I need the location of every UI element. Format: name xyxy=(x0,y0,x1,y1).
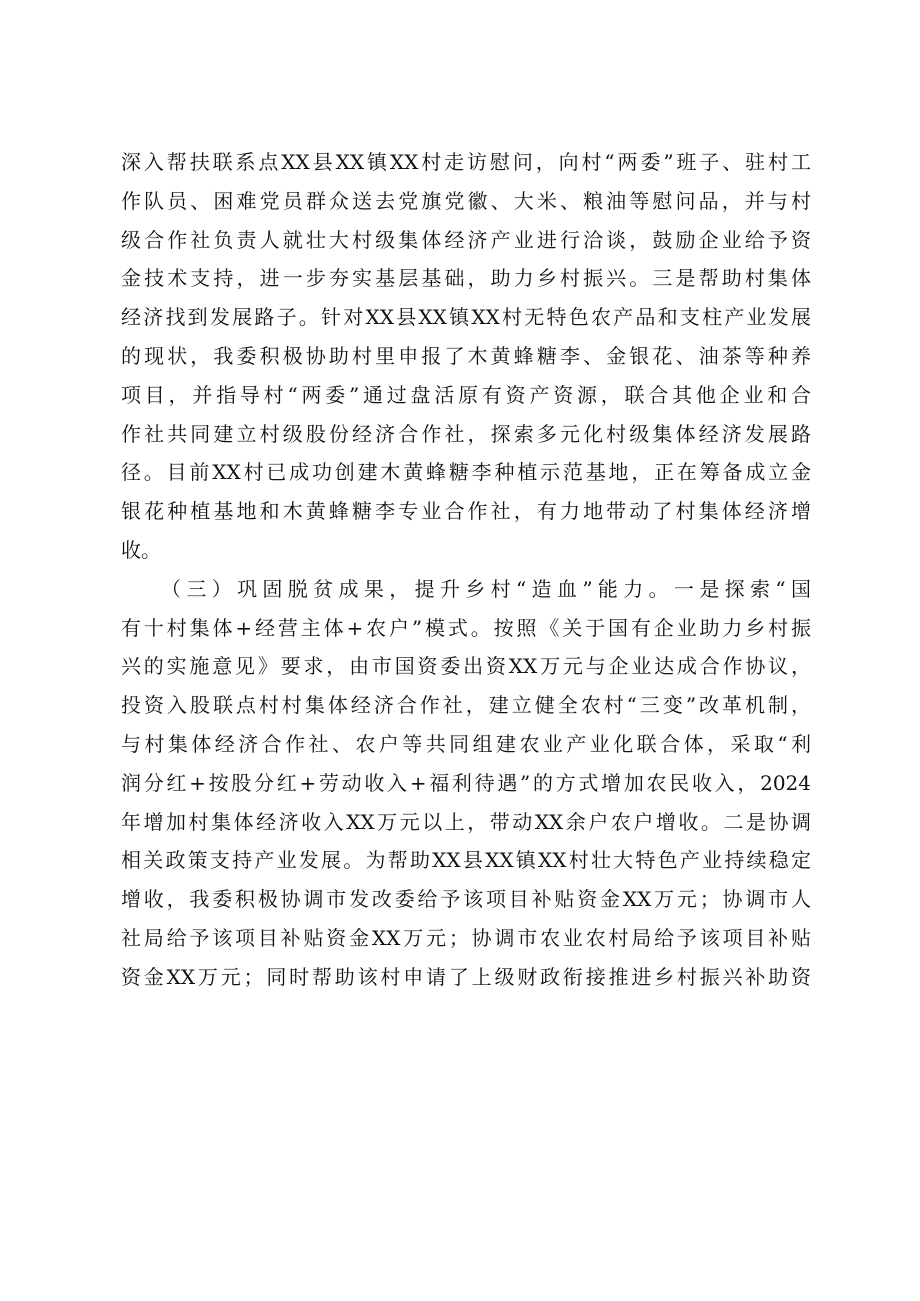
text-line: 经济找到发展路子。针对XX县XX镇XX村无特色农产品和支柱产业发展 xyxy=(121,305,811,330)
text-line: 有十村集体+经营主体+农户”模式。按照《关于国有企业助力乡村振 xyxy=(121,615,811,640)
text-line: 年增加村集体经济收入XX万元以上，带动XX余户农户增收。二是协调 xyxy=(121,809,811,834)
text-line: （三）巩固脱贫成果，提升乡村“造血”能力。一是探索“国 xyxy=(161,576,811,601)
text-line: 深入帮扶联系点XX县XX镇XX村走访慰问，向村“两委”班子、驻村工 xyxy=(121,150,811,174)
text-line: 级合作社负责人就壮大村级集体经济产业进行洽谈，鼓励企业给予资 xyxy=(121,227,811,252)
text-line: 金技术支持，进一步夯实基层基础，助力乡村振兴。三是帮助村集体 xyxy=(121,266,811,291)
text-line: 社局给予该项目补贴资金XX万元；协调市农业农村局给予该项目补贴 xyxy=(121,925,811,950)
text-line: 相关政策支持产业发展。为帮助XX县XX镇XX村壮大特色产业持续稳定 xyxy=(121,848,811,873)
text-line: 润分红+按股分红+劳动收入+福利待遇”的方式增加农民收入，2024 xyxy=(121,770,811,795)
text-line: 径。目前XX村已成功创建木黄蜂糖李种植示范基地，正在筹备成立金 xyxy=(121,460,811,485)
paragraph-2 xyxy=(121,570,811,997)
text-line: 作队员、困难党员群众送去党旗党徽、大米、粮油等慰问品，并与村 xyxy=(121,188,811,213)
text-line: 兴的实施意见》要求，由市国资委出资XX万元与企业达成合作协议， xyxy=(121,654,811,679)
text-line: 投资入股联点村村集体经济合作社，建立健全农村“三变”改革机制， xyxy=(121,693,811,718)
paragraph-1 xyxy=(121,143,811,570)
text-line: 作社共同建立村级股份经济合作社，探索多元化村级集体经济发展路 xyxy=(121,421,811,446)
text-line: 银花种植基地和木黄蜂糖李专业合作社，有力地带动了村集体经济增 xyxy=(121,499,811,524)
text-line: 收。 xyxy=(121,537,161,562)
document-body xyxy=(121,143,811,997)
text-line: 的现状，我委积极协助村里申报了木黄蜂糖李、金银花、油茶等种养 xyxy=(121,343,811,368)
text-line: 项目，并指导村“两委”通过盘活原有资产资源，联合其他企业和合 xyxy=(121,382,811,407)
text-line: 增收，我委积极协调市发改委给予该项目补贴资金XX万元；协调市人 xyxy=(121,887,811,912)
text-line: 资金XX万元；同时帮助该村申请了上级财政衔接推进乡村振兴补助资 xyxy=(121,964,811,989)
text-line: 与村集体经济合作社、农户等共同组建农业产业化联合体，采取“利 xyxy=(121,731,811,756)
